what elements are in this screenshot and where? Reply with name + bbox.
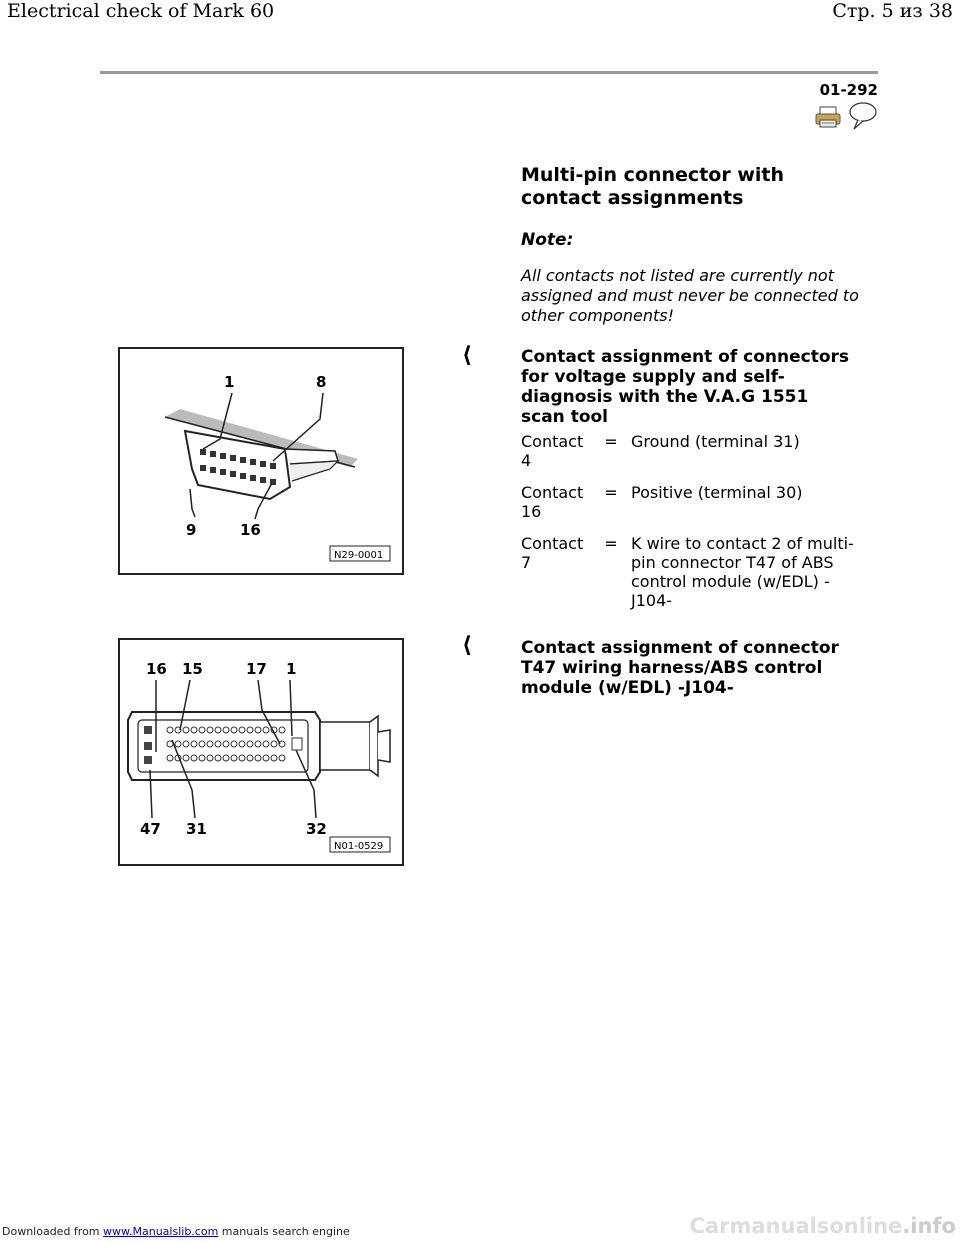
watermark-main: Carmanualsonline [689, 1214, 903, 1238]
pin-label-31: 31 [186, 820, 207, 838]
contact-name: Contact 7 [521, 534, 584, 572]
pin-label-8: 8 [316, 373, 327, 391]
pin-label-15: 15 [182, 660, 203, 678]
equals-sign: = [604, 534, 618, 553]
equals-sign: = [604, 432, 618, 451]
pin-label-16: 16 [240, 521, 261, 539]
printer-icon[interactable] [815, 106, 841, 128]
speech-bubble-icon[interactable] [848, 101, 878, 131]
pin-label-9: 9 [186, 521, 197, 539]
pin-label-1: 1 [224, 373, 235, 391]
table-row [521, 483, 861, 534]
figure1-caption: Contact assignment of connectors for voltage supply and self-diagnosis with the V.A.G 1551 scan tool [521, 347, 850, 427]
figure-reference: N01-0529 [334, 841, 384, 852]
pin-label-47: 47 [140, 820, 161, 838]
pin-label-1: 1 [286, 660, 297, 678]
contact-assignment-table [521, 432, 861, 623]
manualslib-link[interactable]: www.Manualslib.com [103, 1225, 219, 1238]
contact-value: Positive (terminal 30) [631, 483, 803, 502]
pin-label-32: 32 [306, 820, 327, 838]
contact-value: K wire to contact 2 of multi-pin connector T47 of ABS control module (w/EDL) -J104- [631, 534, 854, 610]
section-heading: Multi-pin connector with contact assignments [521, 164, 784, 209]
note-label: Note: [521, 230, 574, 250]
figure-reference: N29-0001 [334, 550, 384, 561]
page-indicator: Стр. 5 из 38 [832, 0, 953, 22]
header-rule [100, 71, 878, 74]
watermark [690, 1214, 956, 1238]
t47-connector-figure [118, 638, 404, 866]
t47-connector-drawing [120, 640, 402, 864]
download-footer [2, 1225, 350, 1238]
table-row [521, 534, 861, 623]
footer-prefix: Downloaded from [2, 1225, 104, 1238]
pin-label-16: 16 [146, 660, 167, 678]
arrow-left-icon: ⟨ [462, 343, 473, 368]
figure2-caption: Contact assignment of connector T47 wiring harness/ABS control module (w/EDL) -J104- [521, 638, 839, 698]
pin-label-17: 17 [246, 660, 267, 678]
note-text: All contacts not listed are currently not assigned and must never be connected to other components! [521, 266, 859, 325]
contact-name: Contact 4 [521, 432, 584, 470]
watermark-domain: .info [902, 1214, 956, 1238]
footer-suffix: manuals search engine [218, 1225, 350, 1238]
table-row [521, 432, 861, 483]
arrow-left-icon: ⟨ [462, 633, 473, 658]
document-number: 01-292 [819, 81, 878, 99]
diagnosis-connector-drawing [120, 349, 402, 573]
equals-sign: = [604, 483, 618, 502]
diagnosis-connector-figure [118, 347, 404, 575]
contact-value: Ground (terminal 31) [631, 432, 800, 451]
contact-name: Contact 16 [521, 483, 584, 521]
document-title: Electrical check of Mark 60 [7, 0, 275, 22]
